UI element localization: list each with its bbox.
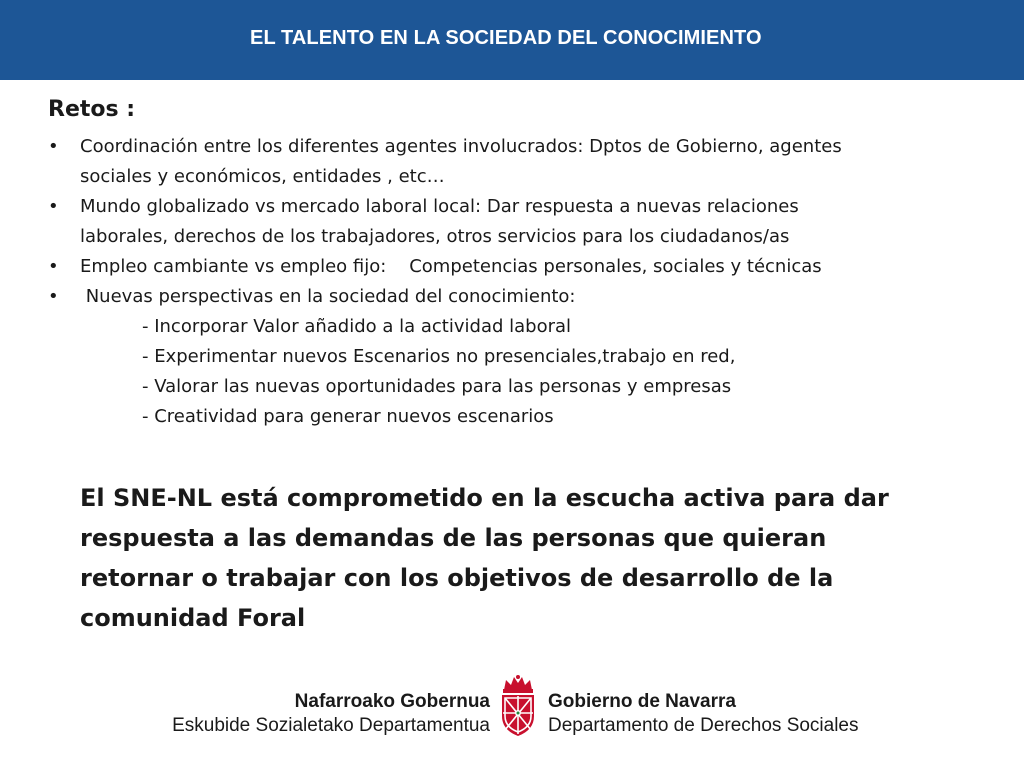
navarra-crest-icon [494, 674, 542, 738]
statement-line: respuesta a las demandas de las personas que quieran [80, 524, 827, 552]
footer-logo [0, 670, 1024, 768]
bullet-dot: • [48, 256, 59, 277]
slide-title: EL TALENTO EN LA SOCIEDAD DEL CONOCIMIENTO [250, 27, 762, 49]
basque-government-name: Nafarroako Gobernua [294, 691, 490, 712]
bullet-item [48, 192, 988, 252]
bullet-dot: • [48, 286, 59, 307]
footer-basque-text [172, 690, 490, 738]
bullet-dot: • [48, 136, 59, 157]
sub-item: - Valorar las nuevas oportunidades para las personas y empresas [142, 376, 732, 397]
basque-department-name: Eskubide Sozialetako Departamentua [172, 715, 490, 736]
bullet-text-line: sociales y económicos, entidades , etc… [80, 166, 445, 187]
sub-item-list [48, 312, 988, 432]
bullet-item [48, 132, 988, 192]
bullet-text-line: Empleo cambiante vs empleo fijo: Competencias personales, sociales y técnicas [80, 256, 822, 277]
bullet-item [48, 252, 988, 282]
statement-line: El SNE-NL está comprometido en la escucha activa para dar [80, 484, 889, 512]
sub-item: - Creatividad para generar nuevos escenarios [142, 406, 554, 427]
sub-item: - Experimentar nuevos Escenarios no presenciales,trabajo en red, [142, 346, 736, 367]
bullet-text-line: Mundo globalizado vs mercado laboral local: Dar respuesta a nuevas relaciones [80, 196, 799, 217]
bullet-text-line: Nuevas perspectivas en la sociedad del conocimiento: [80, 286, 576, 307]
statement-line: comunidad Foral [80, 604, 306, 632]
bullet-text-line: Coordinación entre los diferentes agentes involucrados: Dptos de Gobierno, agentes [80, 136, 842, 157]
slide-content [48, 94, 988, 432]
bullet-list [48, 132, 988, 312]
spanish-department-name: Departamento de Derechos Sociales [548, 715, 859, 736]
bullet-item [48, 282, 988, 312]
spanish-government-name: Gobierno de Navarra [548, 691, 736, 712]
sub-item: - Incorporar Valor añadido a la actividad laboral [142, 316, 572, 337]
bullet-text-line: laborales, derechos de los trabajadores, otros servicios para los ciudadanos/as [80, 226, 790, 247]
header-bar [0, 0, 1024, 80]
bullet-dot: • [48, 196, 59, 217]
statement-line: retornar o trabajar con los objetivos de desarrollo de la [80, 564, 834, 592]
commitment-statement [80, 478, 980, 638]
section-heading: Retos : [48, 97, 136, 122]
footer-spanish-text [548, 690, 859, 738]
